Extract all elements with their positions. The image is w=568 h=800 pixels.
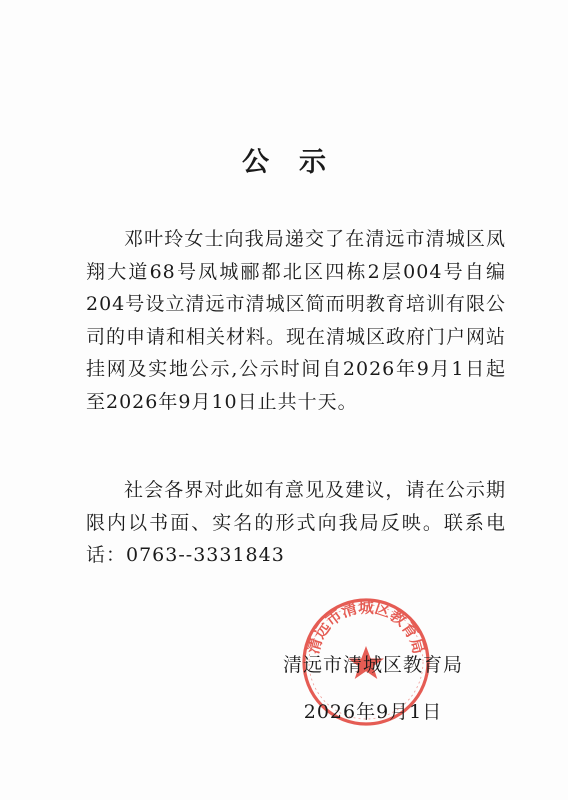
svg-text:清远市清城区教育局: 清远市清城区教育局 (303, 597, 429, 656)
issue-date: 2026年9月1日 (303, 701, 443, 723)
notice-title: 公示 (242, 147, 356, 178)
notice-paragraph-2: 社会各界对此如有意见及建议，请在公示期限内以书面、实名的形式向我局反映。联系电话：0763--3331843 (86, 479, 506, 567)
notice-paragraph-1: 邓叶玲女士向我局递交了在清远市清城区凤翔大道68号凤城郦都北区四栋2层004号自编204号设立清远市清城区简而明教育培训有限公司的申请和相关材料。现在清城区政府门户网站挂网及实地公示,公示时间自2026年9月1日起至2026年9月10日止共十天。 (86, 228, 507, 413)
issuer-name: 清远市清城区教育局 (282, 654, 463, 676)
